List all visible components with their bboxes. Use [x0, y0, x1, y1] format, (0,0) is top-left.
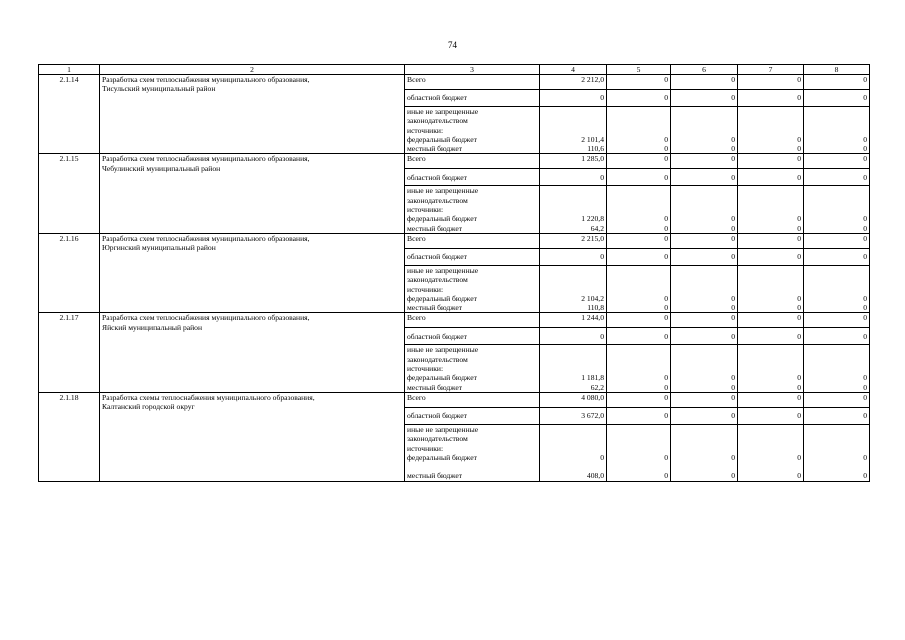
spacer [542, 186, 604, 195]
spacer [673, 285, 735, 294]
value-cell: 0 [671, 154, 738, 169]
other-sources [405, 345, 540, 392]
item-name [100, 154, 405, 233]
federal-value: 0 [664, 452, 668, 462]
value-cell [738, 265, 804, 312]
value-cell: 0 [804, 313, 870, 328]
item-name-line: Калтанский городской округ [102, 402, 195, 412]
value-cell [540, 424, 607, 481]
value-cell: 1 244,0 [540, 313, 607, 328]
local-value: 0 [664, 382, 668, 392]
value-cell: 0 [738, 75, 804, 90]
value-cell: 0 [671, 407, 738, 424]
page-number: 74 [448, 40, 457, 50]
federal-label: федеральный бюджет [407, 452, 477, 462]
federal-value: 0 [863, 214, 867, 224]
value-cell: 0 [540, 90, 607, 107]
source-label: областной бюджет [405, 169, 540, 186]
item-number: 2.1.18 [39, 392, 100, 481]
item-name-line: Яйский муниципальный район [102, 322, 203, 332]
spacer [673, 444, 735, 453]
table-body [39, 65, 870, 482]
value-cell: 0 [540, 248, 607, 265]
federal-value: 0 [863, 373, 867, 383]
value-cell: 0 [607, 392, 671, 407]
federal-value: 1 220,8 [581, 214, 604, 224]
federal-value: 0 [731, 373, 735, 383]
value-cell [540, 265, 607, 312]
spacer [542, 364, 604, 373]
spacer [673, 116, 735, 125]
local-value: 0 [731, 471, 735, 481]
local-value: 0 [863, 223, 867, 233]
value-cell: 1 285,0 [540, 154, 607, 169]
value-cell [540, 345, 607, 392]
spacer [740, 285, 801, 294]
spacer [740, 266, 801, 275]
value-cell: 0 [804, 328, 870, 345]
other-sources-line: источники: [407, 205, 444, 215]
value-cell: 0 [671, 248, 738, 265]
budget-table [38, 64, 870, 482]
item-name [100, 233, 405, 312]
local-value: 0 [863, 144, 867, 154]
spacer [609, 107, 668, 116]
local-value: 110,8 [587, 303, 604, 313]
spacer [609, 275, 668, 284]
item-number: 2.1.17 [39, 313, 100, 392]
spacer [542, 285, 604, 294]
value-cell [607, 107, 671, 154]
spacer [673, 107, 735, 116]
spacer [609, 126, 668, 135]
source-label: областной бюджет [405, 328, 540, 345]
spacer [407, 462, 537, 471]
value-cell: 0 [607, 407, 671, 424]
source-label: Всего [405, 313, 540, 328]
federal-value: 0 [664, 134, 668, 144]
spacer [806, 364, 867, 373]
spacer [806, 205, 867, 214]
spacer [542, 275, 604, 284]
spacer [673, 186, 735, 195]
local-value: 0 [797, 144, 801, 154]
local-value: 0 [731, 223, 735, 233]
local-value: 0 [863, 303, 867, 313]
value-cell: 0 [607, 233, 671, 248]
spacer [673, 205, 735, 214]
spacer [673, 425, 735, 434]
spacer [806, 126, 867, 135]
item-name-line: Юргинский муниципальный район [102, 243, 216, 253]
value-cell [671, 424, 738, 481]
local-value: 64,2 [590, 223, 604, 233]
spacer [740, 364, 801, 373]
source-label: Всего [405, 233, 540, 248]
spacer [673, 355, 735, 364]
federal-label: федеральный бюджет [407, 134, 477, 144]
header-cell: 2 [100, 65, 405, 75]
spacer [740, 425, 801, 434]
spacer [806, 275, 867, 284]
value-cell: 0 [804, 392, 870, 407]
local-value: 0 [797, 471, 801, 481]
spacer [542, 345, 604, 354]
other-sources-line: иные не запрещенные [407, 107, 479, 116]
value-cell: 0 [671, 75, 738, 90]
federal-value: 0 [731, 452, 735, 462]
value-cell [671, 345, 738, 392]
header-cell: 6 [671, 65, 738, 75]
other-sources-line: источники: [407, 364, 444, 374]
spacer [740, 462, 801, 471]
item-name [100, 75, 405, 154]
header-cell: 4 [540, 65, 607, 75]
value-cell [738, 186, 804, 233]
other-sources-line: законодательством [407, 195, 468, 205]
value-cell [671, 265, 738, 312]
local-label: местный бюджет [407, 382, 463, 392]
group-total-row [39, 154, 870, 169]
spacer [806, 462, 867, 471]
spacer [740, 205, 801, 214]
value-cell: 0 [671, 169, 738, 186]
value-cell: 0 [804, 75, 870, 90]
spacer [740, 107, 801, 116]
spacer [806, 107, 867, 116]
value-cell: 0 [671, 313, 738, 328]
other-sources [405, 265, 540, 312]
value-cell [738, 345, 804, 392]
local-value: 0 [731, 303, 735, 313]
source-label: областной бюджет [405, 407, 540, 424]
spacer [542, 434, 604, 443]
other-sources-line: иные не запрещенные [407, 424, 479, 434]
source-label: Всего [405, 75, 540, 90]
item-name-line: Тисульский муниципальный район [102, 84, 216, 94]
item-name [100, 313, 405, 392]
spacer [740, 355, 801, 364]
value-cell [804, 424, 870, 481]
spacer [673, 345, 735, 354]
federal-value: 1 181,8 [581, 373, 604, 383]
other-sources-line: законодательством [407, 275, 468, 285]
value-cell: 0 [671, 233, 738, 248]
other-sources-line: законодательством [407, 116, 468, 126]
value-cell: 0 [804, 407, 870, 424]
spacer [673, 196, 735, 205]
local-label: местный бюджет [407, 471, 463, 481]
value-cell: 0 [671, 328, 738, 345]
federal-value: 0 [863, 452, 867, 462]
local-label: местный бюджет [407, 144, 463, 154]
spacer [542, 462, 604, 471]
spacer [806, 444, 867, 453]
item-number: 2.1.15 [39, 154, 100, 233]
header-cell: 8 [804, 65, 870, 75]
federal-value: 2 101,4 [581, 134, 604, 144]
value-cell: 0 [738, 248, 804, 265]
value-cell [804, 107, 870, 154]
spacer [542, 444, 604, 453]
item-number: 2.1.16 [39, 233, 100, 312]
spacer [806, 355, 867, 364]
value-cell [540, 107, 607, 154]
spacer [740, 116, 801, 125]
local-value: 0 [731, 382, 735, 392]
federal-value: 0 [863, 134, 867, 144]
header-cell: 3 [405, 65, 540, 75]
value-cell: 0 [671, 392, 738, 407]
value-cell [607, 186, 671, 233]
local-value: 0 [863, 382, 867, 392]
item-name-line: Разработка схем теплоснабжения муниципального образования, [102, 233, 310, 243]
other-sources [405, 186, 540, 233]
local-value: 110,6 [587, 144, 604, 154]
value-cell [804, 265, 870, 312]
other-sources-line: источники: [407, 443, 444, 453]
spacer [740, 275, 801, 284]
federal-value: 0 [863, 293, 867, 303]
header-cell: 7 [738, 65, 804, 75]
federal-label: федеральный бюджет [407, 214, 477, 224]
federal-value: 0 [731, 214, 735, 224]
spacer [542, 266, 604, 275]
federal-value: 0 [797, 452, 801, 462]
value-cell: 0 [540, 169, 607, 186]
value-cell: 0 [607, 328, 671, 345]
local-value: 0 [664, 303, 668, 313]
value-cell: 0 [540, 328, 607, 345]
spacer [542, 355, 604, 364]
value-cell: 0 [671, 90, 738, 107]
spacer [542, 205, 604, 214]
local-value: 62,2 [590, 382, 604, 392]
spacer [740, 444, 801, 453]
value-cell [607, 345, 671, 392]
value-cell: 4 080,0 [540, 392, 607, 407]
value-cell: 2 215,0 [540, 233, 607, 248]
spacer [806, 196, 867, 205]
local-value: 0 [797, 382, 801, 392]
local-value: 0 [664, 471, 668, 481]
spacer [806, 434, 867, 443]
federal-value: 0 [797, 293, 801, 303]
federal-value: 0 [600, 452, 604, 462]
other-sources-line: иные не запрещенные [407, 186, 479, 196]
value-cell: 0 [804, 169, 870, 186]
item-name-line: Разработка схем теплоснабжения муниципального образования, [102, 75, 310, 84]
other-sources-line: законодательством [407, 354, 468, 364]
group-total-row [39, 392, 870, 407]
spacer [806, 116, 867, 125]
item-name-line: Разработка схем теплоснабжения муниципального образования, [102, 154, 310, 164]
other-sources-line: источники: [407, 125, 444, 135]
spacer [609, 205, 668, 214]
spacer [609, 425, 668, 434]
other-sources-line: иные не запрещенные [407, 345, 479, 355]
spacer [609, 444, 668, 453]
local-label: местный бюджет [407, 223, 463, 233]
value-cell: 0 [738, 169, 804, 186]
value-cell: 0 [607, 248, 671, 265]
group-total-row [39, 233, 870, 248]
source-label: областной бюджет [405, 248, 540, 265]
value-cell: 0 [738, 392, 804, 407]
spacer [673, 462, 735, 471]
value-cell: 0 [804, 233, 870, 248]
value-cell: 0 [804, 90, 870, 107]
local-value: 0 [664, 144, 668, 154]
federal-value: 0 [797, 373, 801, 383]
source-label: Всего [405, 392, 540, 407]
spacer [673, 266, 735, 275]
local-value: 0 [664, 223, 668, 233]
spacer [806, 285, 867, 294]
item-name-line: Разработка схем теплоснабжения муниципального образования, [102, 313, 310, 323]
group-total-row [39, 75, 870, 90]
federal-value: 0 [664, 373, 668, 383]
spacer [740, 434, 801, 443]
local-value: 0 [863, 471, 867, 481]
value-cell [671, 107, 738, 154]
value-cell: 0 [738, 233, 804, 248]
value-cell: 0 [607, 154, 671, 169]
other-sources [405, 424, 540, 481]
value-cell: 0 [607, 313, 671, 328]
local-value: 0 [731, 144, 735, 154]
value-cell [540, 186, 607, 233]
item-name-line: Чебулинский муниципальный район [102, 163, 221, 173]
federal-label: федеральный бюджет [407, 373, 477, 383]
spacer [609, 285, 668, 294]
federal-label: федеральный бюджет [407, 293, 477, 303]
value-cell: 0 [738, 328, 804, 345]
other-sources [405, 107, 540, 154]
source-label: областной бюджет [405, 90, 540, 107]
spacer [806, 186, 867, 195]
header-row [39, 65, 870, 75]
spacer [740, 196, 801, 205]
spacer [673, 275, 735, 284]
value-cell: 0 [738, 313, 804, 328]
spacer [609, 116, 668, 125]
spacer [673, 364, 735, 373]
spacer [609, 434, 668, 443]
spacer [740, 186, 801, 195]
local-value: 0 [797, 223, 801, 233]
value-cell [671, 186, 738, 233]
federal-value: 0 [797, 134, 801, 144]
spacer [806, 345, 867, 354]
spacer [609, 364, 668, 373]
header-cell: 1 [39, 65, 100, 75]
value-cell: 0 [738, 407, 804, 424]
other-sources-line: иные не запрещенные [407, 265, 479, 275]
value-cell [804, 345, 870, 392]
value-cell [607, 265, 671, 312]
federal-value: 0 [664, 214, 668, 224]
spacer [609, 196, 668, 205]
federal-value: 0 [731, 134, 735, 144]
spacer [542, 107, 604, 116]
federal-value: 2 104,2 [581, 293, 604, 303]
value-cell [804, 186, 870, 233]
other-sources-line: источники: [407, 284, 444, 294]
spacer [542, 196, 604, 205]
spacer [740, 126, 801, 135]
group-total-row [39, 313, 870, 328]
federal-value: 0 [797, 214, 801, 224]
source-label: Всего [405, 154, 540, 169]
header-cell: 5 [607, 65, 671, 75]
value-cell: 0 [738, 90, 804, 107]
spacer [609, 355, 668, 364]
value-cell: 0 [607, 90, 671, 107]
value-cell: 0 [607, 75, 671, 90]
spacer [806, 266, 867, 275]
item-number: 2.1.14 [39, 75, 100, 154]
spacer [609, 345, 668, 354]
local-value: 408,0 [586, 471, 604, 481]
spacer [542, 425, 604, 434]
spacer [673, 434, 735, 443]
value-cell: 0 [738, 154, 804, 169]
spacer [673, 126, 735, 135]
spacer [740, 345, 801, 354]
value-cell [607, 424, 671, 481]
item-name-line: Разработка схемы теплоснабжения муниципального образования, [102, 392, 315, 402]
other-sources-line: законодательством [407, 434, 468, 444]
federal-value: 0 [664, 293, 668, 303]
value-cell: 3 672,0 [540, 407, 607, 424]
federal-value: 0 [731, 293, 735, 303]
spacer [609, 462, 668, 471]
spacer [542, 116, 604, 125]
spacer [609, 266, 668, 275]
spacer [542, 126, 604, 135]
local-value: 0 [797, 303, 801, 313]
value-cell: 2 212,0 [540, 75, 607, 90]
spacer [806, 425, 867, 434]
value-cell: 0 [804, 248, 870, 265]
value-cell [738, 107, 804, 154]
item-name [100, 392, 405, 481]
local-label: местный бюджет [407, 303, 463, 313]
spacer [609, 186, 668, 195]
value-cell [738, 424, 804, 481]
value-cell: 0 [804, 154, 870, 169]
value-cell: 0 [607, 169, 671, 186]
